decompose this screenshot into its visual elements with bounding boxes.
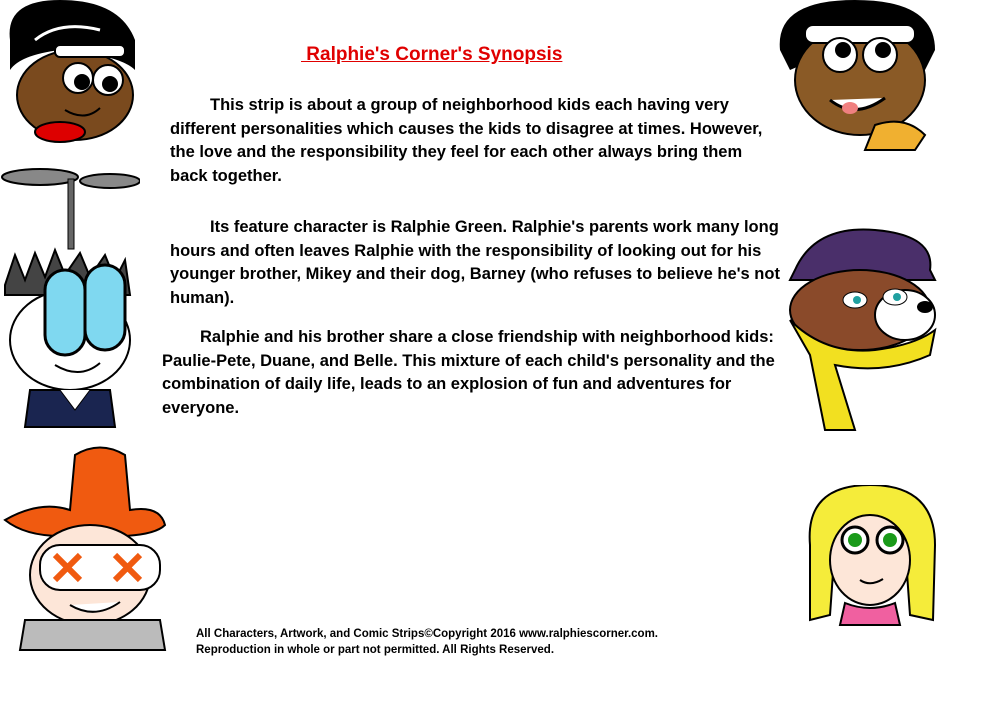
synopsis-paragraph-2 xyxy=(170,216,790,310)
copyright-line-1: All Characters, Artwork, and Comic Strips©Copyright 2016 www.ralphiescorner.com. xyxy=(196,628,658,640)
paragraph-1-text: This strip is about a group of neighborhood kids each having very different personalities which causes the kids to disagree at times. However, the love and the responsibility they feel for each other always bring them back together. xyxy=(170,96,763,185)
barney-dog-illustration xyxy=(785,225,945,435)
smiling-kid-illustration xyxy=(775,0,940,160)
synopsis-paragraph-3 xyxy=(162,326,802,420)
ralphie-illustration xyxy=(0,0,150,150)
paragraph-3-text: Ralphie and his brother share a close friendship with neighborhood kids: Paulie-Pete, Duane, and Belle. This mixture of each child's personality and the combination of daily life, leads to an explosion of fun and adventures for everyone. xyxy=(162,328,775,417)
copyright-line-2: Reproduction in whole or part not permitted. All Rights Reserved. xyxy=(196,644,555,656)
copyright-notice xyxy=(196,626,658,658)
page-title: Ralphie's Corner's Synopsis xyxy=(301,44,563,65)
propeller-kid-illustration xyxy=(0,165,140,430)
belle-illustration xyxy=(805,485,940,630)
cowboy-kid-illustration xyxy=(0,440,170,655)
synopsis-paragraph-1 xyxy=(170,94,780,188)
paragraph-2-text: Its feature character is Ralphie Green. Ralphie's parents work many long hours and often leaves Ralphie with the responsibility of looking out for his younger brother, Mikey and their dog, Barney (who refuses to believe he's not human). xyxy=(170,218,780,307)
